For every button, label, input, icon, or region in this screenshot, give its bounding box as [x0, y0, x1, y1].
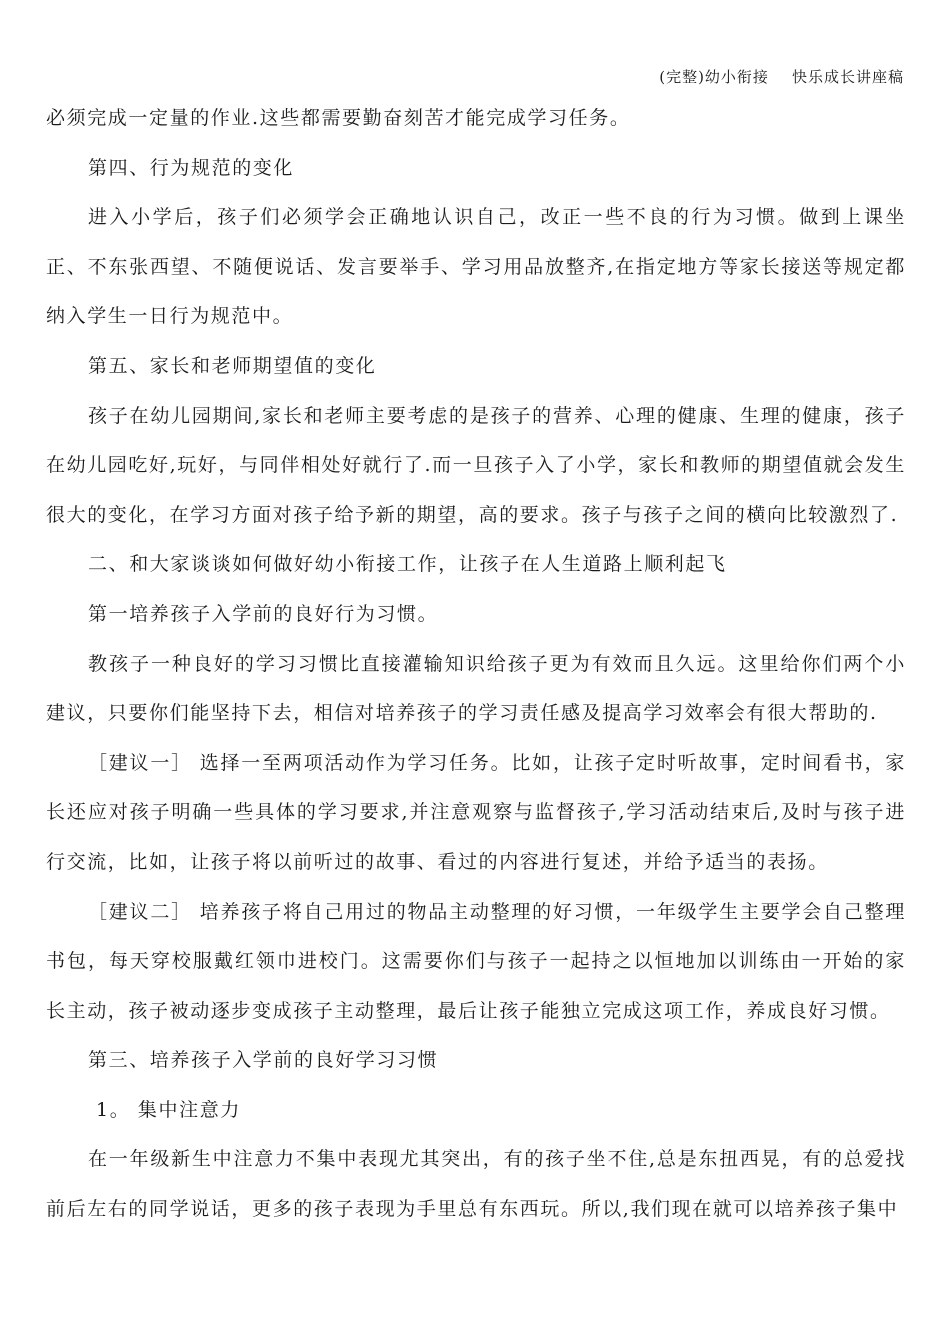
section-heading-expectation: 第五、家长和老师期望值的变化 — [88, 354, 377, 377]
paragraph-homework: 必须完成一定量的作业.这些都需要勤奋刻苦才能完成学习任务。 — [46, 107, 631, 129]
paragraph-behavior: 进入小学后，孩子们必须学会正确地认识自己，改正一些不良的行为习惯。做到上课坐正、不东张西望、不随便说话、发言要举手、学习用品放整齐,在指定地方等家长接送等规定都纳入学生一日行为规范中。 — [46, 206, 906, 328]
numbered-heading-attention: 1。 集中注意力 — [96, 1098, 241, 1121]
subheading-behavior-habits: 第一培养孩子入学前的良好行为习惯。 — [88, 602, 439, 625]
suggestion-two: ［建议二］ 培养孩子将自己用过的物品主动整理的好习惯，一年级学生主要学会自己整理书包，每天穿校服戴红领巾进校门。这需要你们与孩子一起持之以恒地加以训练由一开始的家长主动，孩子被动逐步变成孩子主动整理，最后让孩子能独立完成这项工作，养成良好习惯。 — [46, 900, 906, 1022]
paragraph-attention: 在一年级新生中注意力不集中表现尤其突出，有的孩子坐不住,总是东扭西晃，有的总爱找前后左右的同学说话，更多的孩子表现为手里总有东西玩。所以,我们现在就可以培养孩子集中 — [46, 1148, 906, 1221]
subheading-learning-habits: 第三、培养孩子入学前的良好学习习惯 — [88, 1049, 439, 1072]
paragraph-expectation: 孩子在幼儿园期间,家长和老师主要考虑的是孩子的营养、心理的健康、生理的健康，孩子在幼儿园吃好,玩好，与同伴相处好就行了.而一旦孩子入了小学，家长和教师的期望值就会发生很大的变化，在学习方面对孩子给予新的期望，高的要求。孩子与孩子之间的横向比较激烈了. — [46, 404, 906, 526]
document-body — [46, 94, 906, 1235]
suggestion-one: ［建议一］ 选择一至两项活动作为学习任务。比如，让孩子定时听故事，定时间看书，家长还应对孩子明确一些具体的学习要求,并注意观察与监督孩子,学习活动结束后,及时与孩子进行交流，比如，让孩子将以前听过的故事、看过的内容进行复述，并给予适当的表扬。 — [46, 751, 906, 873]
section-heading-transition: 二、和大家谈谈如何做好幼小衔接工作，让孩子在人生道路上顺利起飞 — [88, 553, 727, 576]
running-header: (完整)幼小衔接 快乐成长讲座稿 — [659, 68, 904, 86]
paragraph-study-habits: 教孩子一种良好的学习习惯比直接灌输知识给孩子更为有效而且久远。这里给你们两个小建议，只要你们能坚持下去，相信对培养孩子的学习责任感及提高学习效率会有很大帮助的. — [46, 652, 906, 725]
section-heading-behavior: 第四、行为规范的变化 — [88, 156, 295, 179]
